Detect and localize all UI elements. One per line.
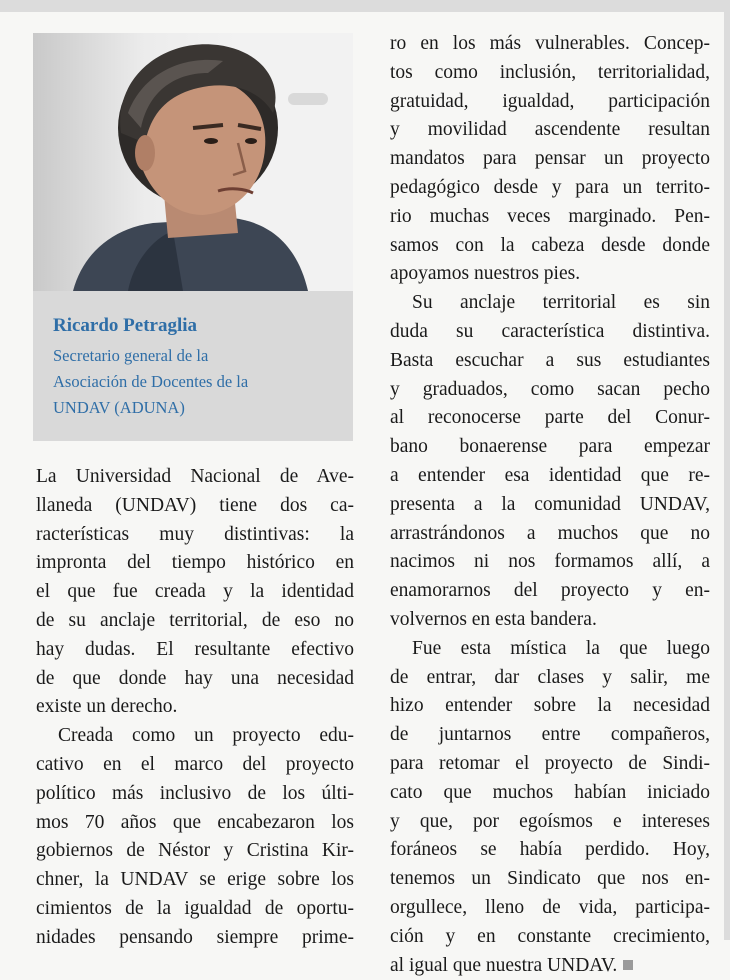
text-line: chner, la UNDAV se erige sobre los xyxy=(36,866,354,895)
text-line: político más inclusivo de los últi- xyxy=(36,780,354,809)
text-line: y movilidad ascendente resultan xyxy=(390,116,710,145)
portrait-photo xyxy=(33,33,353,291)
text-line: rio muchas veces marginado. Pen- xyxy=(390,203,710,232)
text-line: Su anclaje territorial es sin xyxy=(390,289,710,318)
text-line: ción y en constante crecimiento, xyxy=(390,923,710,952)
text-line: duda su característica distintiva. xyxy=(390,318,710,347)
text-line: volvernos en esta bandera. xyxy=(390,606,710,635)
text-line: enamorarnos del proyecto y en- xyxy=(390,577,710,606)
text-line: Fue esta mística la que luego xyxy=(390,635,710,664)
text-line: cimientos de la igualdad de oportu- xyxy=(36,895,354,924)
text-line: nidades pensando siempre prime- xyxy=(36,924,354,953)
text-line: de su anclaje territorial, de eso no xyxy=(36,607,354,636)
text-line: racterísticas muy distintivas: la xyxy=(36,521,354,550)
text-line: mandatos para pensar un proyecto xyxy=(390,145,710,174)
text-line: hizo entender sobre la necesidad xyxy=(390,692,710,721)
text-line: Creada como un proyecto edu- xyxy=(36,722,354,751)
text-line: pedagógico desde y para un territo- xyxy=(390,174,710,203)
text-line: mos 70 años que encabezaron los xyxy=(36,809,354,838)
text-line: de juntarnos entre compañeros, xyxy=(390,721,710,750)
text-line: presenta a la comunidad UNDAV, xyxy=(390,491,710,520)
text-line: ro en los más vulnerables. Concep- xyxy=(390,30,710,59)
text-line: tenemos un Sindicato que nos en- xyxy=(390,865,710,894)
text-line: nacimos ni nos formamos allí, a xyxy=(390,548,710,577)
text-line: llaneda (UNDAV) tiene dos ca- xyxy=(36,492,354,521)
text-line: al igual que nuestra UNDAV. xyxy=(390,952,710,980)
author-role-line-3: UNDAV (ADUNA) xyxy=(53,395,353,421)
article-column-right xyxy=(390,30,710,980)
text-line: orgullece, lleno de vida, participa- xyxy=(390,894,710,923)
author-role-line-2: Asociación de Docentes de la xyxy=(53,369,353,395)
article-column-left xyxy=(36,463,354,953)
text-line: para retomar el proyecto de Sindi- xyxy=(390,750,710,779)
author-role-line-1: Secretario general de la xyxy=(53,343,353,369)
text-line: y graduados, como sacan pecho xyxy=(390,376,710,405)
text-line: al reconocerse parte del Conur- xyxy=(390,404,710,433)
photo-caption xyxy=(33,291,353,441)
text-line: bano bonaerense para empezar xyxy=(390,433,710,462)
text-line: tos como inclusión, territorialidad, xyxy=(390,59,710,88)
text-line: impronta del tiempo histórico en xyxy=(36,549,354,578)
text-line: foráneos se había perdido. Hoy, xyxy=(390,836,710,865)
text-line: de que donde hay una necesidad xyxy=(36,665,354,694)
author-name: Ricardo Petraglia xyxy=(53,315,353,337)
text-line: La Universidad Nacional de Ave- xyxy=(36,463,354,492)
text-line: samos con la cabeza desde donde xyxy=(390,232,710,261)
text-line: cativo en el marco del proyecto xyxy=(36,751,354,780)
text-line: el que fue creada y la identidad xyxy=(36,578,354,607)
text-line: gobiernos de Néstor y Cristina Kir- xyxy=(36,837,354,866)
text-line: a entender esa identidad que re- xyxy=(390,462,710,491)
text-line: arrastrándonos a muchos que no xyxy=(390,520,710,549)
text-line: de entrar, dar clases y salir, me xyxy=(390,664,710,693)
end-of-article-mark xyxy=(623,960,633,970)
text-line: Basta escuchar a sus estudiantes xyxy=(390,347,710,376)
text-line: apoyamos nuestros pies. xyxy=(390,260,710,289)
text-line: cato que muchos habían iniciado xyxy=(390,779,710,808)
text-line: gratuidad, igualdad, participación xyxy=(390,88,710,117)
text-line: existe un derecho. xyxy=(36,693,354,722)
right-border xyxy=(724,0,730,940)
top-border xyxy=(0,0,730,12)
text-line: y que, por egoísmos e intereses xyxy=(390,808,710,837)
text-line: hay dudas. El resultante efectivo xyxy=(36,636,354,665)
